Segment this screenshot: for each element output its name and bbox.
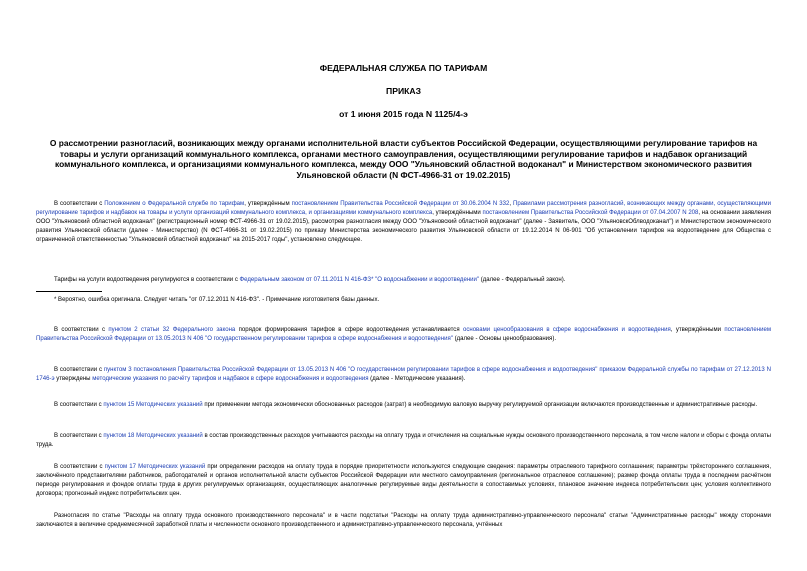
text: , утверждёнными — [670, 327, 725, 333]
document-date-heading: от 1 июня 2015 года N 1125/4-э — [339, 109, 468, 119]
document-title: О рассмотрении разногласий, возникающих между органами исполнительной власти субъектов Российской Федерации, осуществляющими регулирование тарифов на товары и услуги организаций коммунального комплекса, органами местного самоуправления, осуществляющими регулирование тарифов и надбавок организаций коммунального комплекса, и организациями коммунального комплекса, между ООО "Ульяновский областной водоканал" и Министерством экономического развития Ульяновской области (N ФСТ-4966-31 от 19.02.2015) — [49, 138, 758, 180]
link-article-32[interactable]: пунктом 2 статьи 32 Федерального закона — [108, 327, 236, 333]
text: порядок формирования тарифов в сфере водоотведения устанавливается — [235, 327, 463, 333]
link-item-15[interactable]: пунктом 15 Методических указаний — [103, 402, 203, 408]
text: В соответствии с — [54, 367, 104, 373]
link-decree-406[interactable]: постановлением Правительства Российской Федерации от 13.05.2013 N 406 "О государственном регулировании тарифов в сфере водоснабжения и водоотведения" — [36, 327, 771, 342]
text: в состав производственных расходов учитываются расходы на оплату труда и отчисления на социальные нужды основного производственного персонала, в том числе налоги и сборы с фонда оплаты труда. — [36, 433, 771, 448]
text: В соответствии с — [54, 201, 105, 207]
text: Разногласия по статье "Расходы на оплату труда основного производственного персонала" и в части подстатьи "Расходы на оплату труда административно-управленческого персонала" статьи "Административные расходы" между сторонами заключаются в величине среднемесячной заработной платы и численности основного производственного и административно-управленческого персонала, учтённых — [36, 513, 771, 528]
text: , утверждёнными — [432, 209, 483, 216]
link-dispute-rules[interactable]: Правилами рассмотрения разногласий, возникающих между органами, осуществляющими регулирование тарифов и надбавок на товары и услуги организаций коммунального комплекса, и организациями коммунального комплекса — [36, 201, 771, 216]
text: , на основании заявления ООО "Ульяновский областной водоканал" (регистрационный номер ФСТ-4966-31 от 19.02.2015), рассмотрев разногласия между ООО "Ульяновский областной водоканал" (далее - Заявитель, ООО "УльяновскОблводоканал") и Министерством экономического развития Ульяновской области (далее - Министерство) (N ФСТ-4966-31 от 19.02.2015) по приказу Министерства экономического развития Ульяновской области от 19.12.2014 N 06-901 "Об установлении тарифов на водоотведение для Общества с ограниченной ответственностью "Ульяновский областной водоканал" на 2015-2017 годы", установлено следующее. — [36, 209, 771, 243]
text: при применении метода экономически обоснованных расходов (затрат) в необходимую валовую выручку регулируемой организации включаются производственные и административные расходы. — [202, 402, 758, 408]
paragraph-2 — [36, 276, 771, 285]
text: , утверждённым — [244, 201, 292, 207]
link-pricing-basics[interactable]: основами ценообразования в сфере водоснабжения и водоотведения — [462, 327, 671, 333]
document-type-heading: ПРИКАЗ — [386, 86, 421, 96]
organization-heading: ФЕДЕРАЛЬНАЯ СЛУЖБА ПО ТАРИФАМ — [319, 63, 488, 73]
text: В соответствии с — [54, 402, 104, 408]
link-order-1746[interactable]: приказом Федеральной службы по тарифам от 27.12.2013 N 1746-э — [36, 367, 771, 382]
link-fst-regulation[interactable]: Положением о Федеральной службе по тарифам — [104, 201, 245, 207]
text: В соответствии с — [54, 327, 109, 333]
link-decree-332[interactable]: постановлением Правительства Российской Федерации от 30.06.2004 N 332 — [291, 201, 510, 207]
paragraph-1 — [36, 200, 771, 245]
text: (далее - Федеральный закон). — [479, 277, 566, 283]
paragraph-6 — [36, 432, 771, 450]
link-decree-406-item-3[interactable]: пунктом 3 постановления Правительства Российской Федерации от 13.05.2013 N 406 "О государственном регулировании тарифов в сфере водоснабжения и водоотведения" — [103, 367, 598, 373]
text: , — [509, 201, 513, 207]
link-methodical-guidelines[interactable]: методические указания по расчёту тарифов и надбавок в сфере водоснабжения и водоотведения — [92, 375, 369, 382]
footnote: * Вероятно, ошибка оригинала. Следует читать "от 07.12.2011 N 416-ФЗ". - Примечание изготовителя базы данных. — [54, 297, 380, 303]
link-item-18[interactable]: пунктом 18 Методических указаний — [103, 433, 203, 439]
paragraph-7 — [36, 463, 771, 499]
link-water-law-title[interactable]: "О водоснабжении и водоотведении" — [375, 277, 480, 283]
paragraph-4 — [36, 366, 771, 384]
link-item-17[interactable]: пунктом 17 Методических указаний — [104, 464, 206, 470]
text: Тарифы на услуги водоотведения регулируются в соответствии с — [54, 277, 240, 283]
paragraph-8 — [36, 512, 771, 530]
paragraph-5 — [36, 401, 771, 410]
text: В соответствии с — [54, 433, 104, 439]
paragraph-3 — [36, 326, 771, 344]
text: при определении расходов на оплату труда в порядке приоритетности используются следующие сведения: параметры отраслевого тарифного соглашения; параметры трёхстороннего соглашения, заключённого представителями работников, работодателей и органов исполнительной власти субъектов Российской Федерации или местного самоуправления (региональное отраслевое соглашение); размер фонда оплаты труда в последнем расчётном периоде регулирования и фондов оплаты труда в других регулируемых организациях, осуществляющих аналогичные регулируемые виды деятельности в сопоставимых условиях, плановое значение индекса потребительских цен; условия коллективного договора; прогнозный индекс потребительских цен. — [36, 464, 771, 497]
text: (далее - Основы ценообразования). — [452, 335, 557, 342]
footnote-divider — [36, 291, 102, 292]
link-federal-law-416[interactable]: Федеральным законом от 07.11.2011 N 416-ФЗ* — [239, 277, 374, 283]
link-decree-208[interactable]: постановлением Правительства Российской Федерации от 07.04.2007 N 208 — [482, 209, 699, 216]
text: утверждены — [54, 375, 93, 382]
text: (далее - Методические указания). — [368, 375, 466, 382]
text: В соответствии с — [54, 464, 105, 470]
